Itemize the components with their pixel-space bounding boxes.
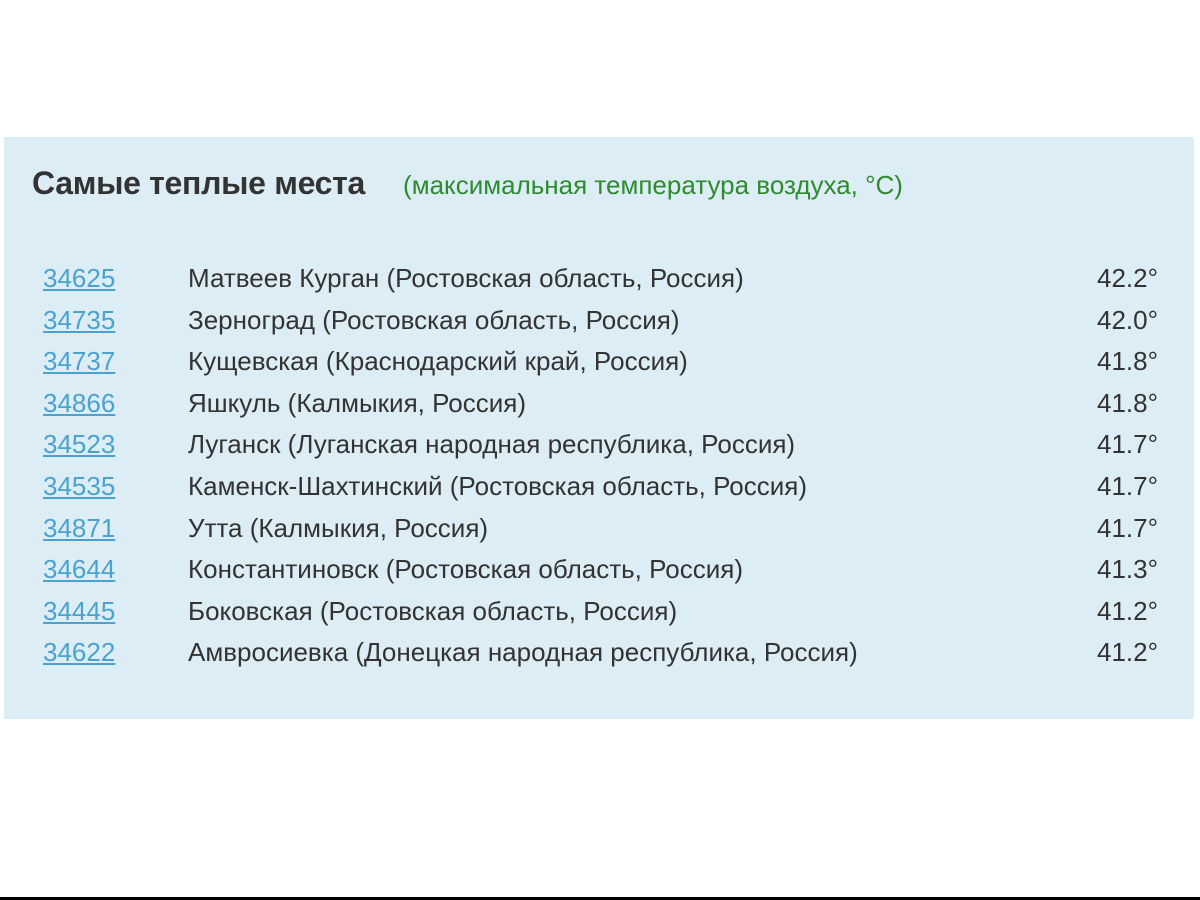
panel-header [32,165,903,202]
station-code-link[interactable]: 34735 [43,304,116,335]
station-code-link[interactable]: 34871 [43,512,116,543]
station-code-link[interactable]: 34625 [43,263,116,293]
list-item [4,305,1194,347]
list-item [4,471,1194,513]
page-title: Самые теплые места [32,165,366,201]
station-temperature: 42.2° [1096,263,1158,293]
list-item [4,513,1194,555]
station-code-link[interactable]: 34866 [43,387,116,418]
list-item [4,554,1194,596]
station-temperature: 41.2° [1096,595,1158,626]
station-place: Зерноград (Ростовская область, Россия) [188,304,680,335]
station-temperature: 41.3° [1096,554,1158,585]
list-item [4,388,1194,430]
station-temperature: 41.7° [1096,512,1158,543]
station-place: Яшкуль (Калмыкия, Россия) [188,387,527,418]
station-place: Луганск (Луганская народная республика, Россия) [188,429,796,460]
station-temperature: 41.2° [1096,637,1158,668]
list-item [4,263,1194,305]
station-place: Утта (Калмыкия, Россия) [188,512,489,543]
station-place: Каменск-Шахтинский (Ростовская область, Россия) [188,470,808,501]
list-item [4,346,1194,388]
station-temperature: 41.7° [1096,429,1158,460]
station-place: Константиновск (Ростовская область, Россия) [188,554,744,585]
station-code-link[interactable]: 34644 [43,554,116,585]
stations-list [4,263,1194,679]
list-item [4,596,1194,638]
station-code-link[interactable]: 34737 [43,346,116,377]
station-code-link[interactable]: 34523 [43,429,116,460]
station-temperature: 41.7° [1096,470,1158,501]
station-temperature: 42.0° [1096,304,1158,335]
station-place: Кущевская (Краснодарский край, Россия) [188,346,688,377]
station-place: Амвросиевка (Донецкая народная республика, Россия) [188,637,858,668]
warmest-places-panel [4,137,1194,719]
station-place: Матвеев Курган (Ростовская область, Россия) [188,263,744,293]
page-subtitle: (максимальная температура воздуха, °С) [403,170,903,200]
list-item [4,637,1194,679]
list-item [4,429,1194,471]
station-code-link[interactable]: 34445 [43,595,116,626]
station-code-link[interactable]: 34535 [43,470,116,501]
station-temperature: 41.8° [1096,387,1158,418]
station-place: Боковская (Ростовская область, Россия) [188,595,678,626]
station-code-link[interactable]: 34622 [43,637,116,668]
station-temperature: 41.8° [1096,346,1158,377]
